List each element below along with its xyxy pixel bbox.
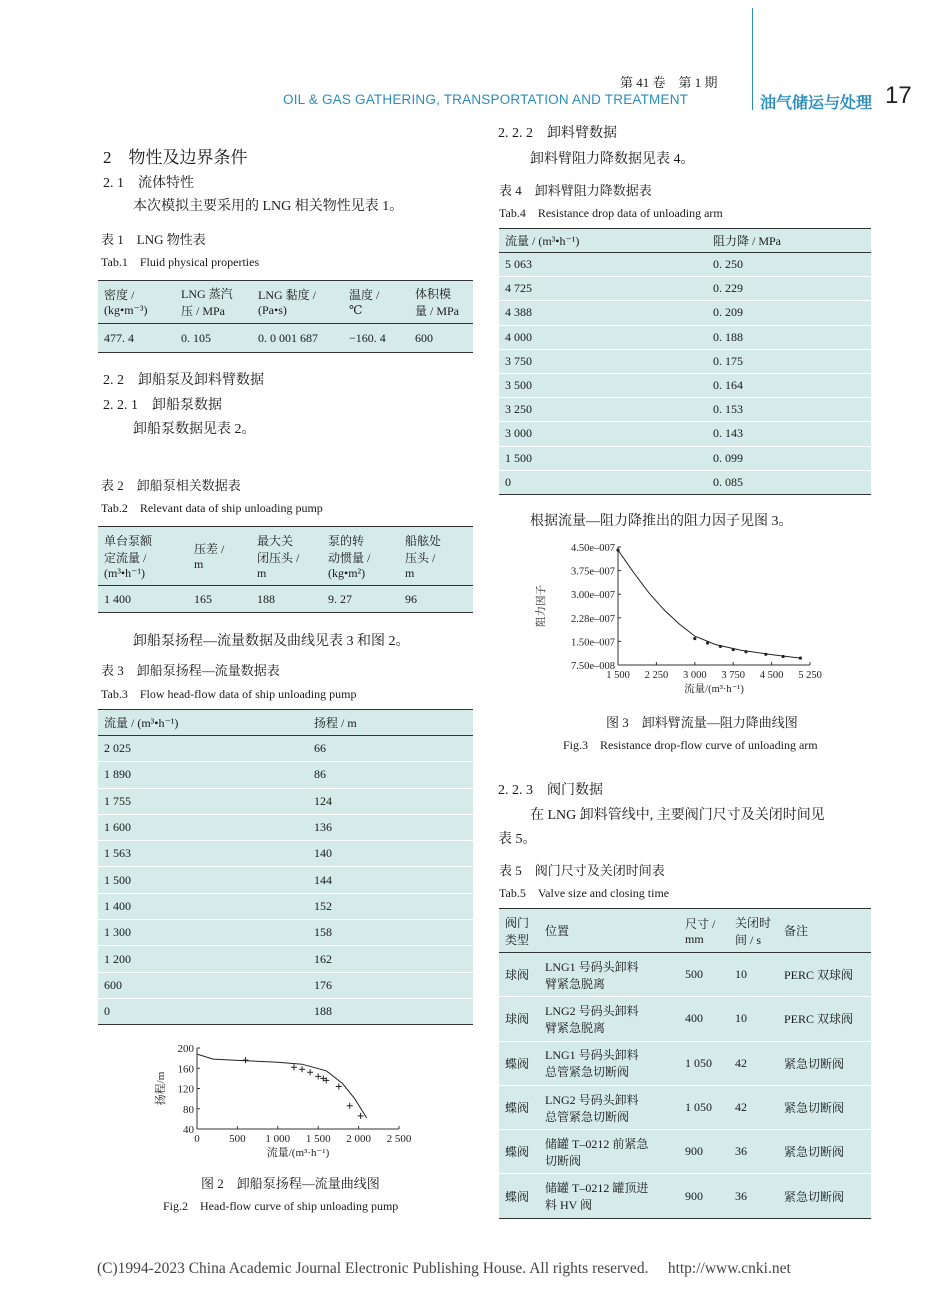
y-tick-label: 120 [177, 1083, 194, 1096]
table3-row [98, 814, 473, 840]
table3-cell: 600 [104, 977, 122, 992]
table4-row [499, 325, 871, 349]
table3-row [98, 788, 473, 814]
x-tick-label: 1 500 [606, 670, 630, 681]
table4-header-cell: 流量 / (m³•h⁻¹) [505, 234, 580, 248]
table5-header-cell [778, 909, 871, 953]
section-2-title: 2 物性及边界条件 [103, 148, 248, 167]
table5-row [499, 1041, 871, 1085]
table2-header [98, 527, 473, 586]
x-tick-label: 0 [194, 1133, 200, 1145]
table1-cell: 0. 105 [181, 330, 211, 345]
text-after-table4: 根据流量—阻力降推出的阻力因子见图 3。 [530, 514, 793, 529]
section-2-2-3-title: 2. 2. 3 阀门数据 [498, 783, 603, 798]
table-5 [499, 908, 871, 1219]
table5-cell-line: LNG2 号码头卸料 [545, 1003, 639, 1018]
table4-cell: 0. 175 [713, 353, 743, 368]
table4-row [499, 253, 871, 277]
data-point [358, 1113, 364, 1119]
y-tick-label: 2.28e–007 [570, 613, 615, 625]
table2-header-cell [188, 527, 251, 586]
table3-row [98, 946, 473, 972]
y-tick-label: 160 [177, 1063, 194, 1076]
table2-cell: 96 [405, 591, 417, 606]
table3-cell: 66 [314, 741, 326, 756]
table5-cell [729, 1085, 778, 1129]
table5-cell [778, 1041, 871, 1085]
table4-cell: 5 063 [505, 257, 532, 272]
figure-3-chart [520, 535, 850, 705]
table1-cell: 477. 4 [104, 330, 134, 345]
copyright-footer: (C)1994-2023 China Academic Journal Electronic Publishing House. All rights reserved. http://www.cnki.net [97, 1260, 791, 1277]
table1-caption-en: Tab.1 Fluid physical properties [101, 255, 260, 269]
table5-cell-line: 储罐 T–0212 前紧急 [545, 1136, 649, 1151]
table1-header-cell [252, 281, 343, 324]
table3-cell: 2 025 [104, 741, 131, 756]
data-point [347, 1103, 353, 1109]
table5-cell-line: 球阀 [505, 1012, 530, 1027]
table5-cell [729, 1041, 778, 1085]
y-tick-label: 80 [183, 1103, 194, 1116]
table5-cell [539, 1041, 679, 1085]
table5-cell-line: 1 050 [685, 1100, 712, 1115]
y-axis-label: 阻力因子 [536, 585, 547, 627]
table1-header-cell [409, 281, 473, 324]
table2-cell: 188 [257, 591, 275, 606]
table4-cell: 3 000 [505, 426, 532, 441]
table5-cell [729, 1130, 778, 1174]
table5-cell-line: 总管紧急切断阀 [545, 1065, 630, 1080]
x-axis-label: 流量/(m³·h⁻¹) [266, 1147, 330, 1159]
table5-cell [778, 1130, 871, 1174]
table2-header-cell [98, 527, 188, 586]
table3-cell: 86 [314, 767, 326, 782]
table3-header-cell: 扬程 / m [314, 716, 357, 730]
table1-cell: 600 [415, 330, 433, 345]
table5-header-cell-line: 类型 [505, 932, 530, 947]
table5-cell [499, 1130, 539, 1174]
table5-cell-line: 500 [685, 967, 703, 982]
table4-cell: 3 500 [505, 378, 532, 393]
table5-cell [778, 997, 871, 1041]
table3-cell: 188 [314, 1004, 332, 1019]
table2-header-cell-line: 船舷处 [405, 533, 442, 548]
figure3-caption-en: Fig.3 Resistance drop-flow curve of unloading arm [563, 738, 818, 752]
table5-header-cell-line: 备注 [784, 924, 809, 938]
table4-cell: 4 000 [505, 329, 532, 344]
table2-row [98, 586, 473, 613]
table1-header-cell [98, 281, 175, 324]
table5-cell [729, 953, 778, 997]
section-2-2-1-text: 卸船泵数据见表 2。 [133, 422, 256, 437]
table5-cell-line: 臂紧急脱离 [545, 1020, 606, 1035]
table5-cell-line: 蝶阀 [505, 1101, 530, 1116]
table4-cell: 0. 099 [713, 450, 743, 465]
table1-header-cell [343, 281, 409, 324]
table3-cell: 152 [314, 898, 332, 913]
table4-caption-en: Tab.4 Resistance drop data of unloading arm [499, 206, 723, 220]
table5-header-cell-line: 间 / s [735, 932, 762, 947]
table5-cell-line: 紧急切断阀 [784, 1145, 845, 1160]
table5-cell-line: 臂紧急脱离 [545, 976, 606, 991]
table4-cell: 0 [505, 474, 511, 489]
table4-header [499, 229, 871, 253]
table5-cell-line: 900 [685, 1144, 703, 1159]
table1-header-cell [175, 281, 252, 324]
table5-cell-line: 蝶阀 [505, 1056, 530, 1071]
page-number: 17 [885, 82, 912, 109]
table5-cell-line: 36 [735, 1188, 747, 1203]
x-axis-label: 流量/(m³·h⁻¹) [684, 684, 744, 695]
table5-cell-line: PERC 双球阀 [784, 968, 854, 983]
x-tick-label: 2 250 [644, 670, 669, 681]
table4-row [499, 398, 871, 422]
table5-cell-line: LNG1 号码头卸料 [545, 959, 639, 974]
table5-cell-line: PERC 双球阀 [784, 1012, 854, 1027]
table2-header-cell-line: 定流量 / [104, 550, 147, 565]
table5-row [499, 953, 871, 997]
x-tick-label: 3 750 [721, 670, 746, 681]
data-point [307, 1069, 313, 1075]
table5-header-cell-line: 位置 [545, 924, 570, 938]
table3-cell: 1 500 [104, 872, 131, 887]
table2-header-cell-line: m [257, 565, 267, 580]
table2-header-cell-line: 最大关 [257, 533, 294, 548]
section-2-1-title: 2. 1 流体特性 [103, 176, 194, 191]
table2-cell: 9. 27 [328, 591, 352, 606]
table3-header-cell: 流量 / (m³•h⁻¹) [104, 716, 179, 730]
y-tick-label: 7.50e–008 [570, 661, 615, 672]
data-point [242, 1057, 248, 1063]
table5-row [499, 1174, 871, 1218]
table1-header-cell-line: LNG 蒸汽 [181, 287, 233, 301]
table4-header-cell: 阻力降 / MPa [713, 234, 782, 248]
table5-header-cell-line: mm [685, 931, 704, 946]
table5-cell-line: 紧急切断阀 [784, 1189, 845, 1204]
table4-cell: 0. 085 [713, 474, 743, 489]
table5-cell-line: 900 [685, 1188, 703, 1203]
figure3-caption: 图 3 卸料臂流量—阻力降曲线图 [606, 715, 798, 730]
table4-row [499, 422, 871, 446]
y-tick-label: 3.00e–007 [570, 590, 615, 602]
table3-cell: 0 [104, 1004, 110, 1019]
table2-header-cell-line: m [405, 565, 415, 580]
table2-cell: 165 [194, 591, 212, 606]
table5-row [499, 1130, 871, 1174]
y-tick-label: 200 [177, 1043, 194, 1055]
table3-caption-en: Tab.3 Flow head-flow data of ship unloading pump [101, 687, 357, 701]
table1-header-cell-line: 量 / MPa [415, 304, 460, 318]
table2-caption-en: Tab.2 Relevant data of ship unloading pump [101, 501, 323, 515]
table5-cell [539, 997, 679, 1041]
table5-cell-line: LNG2 号码头卸料 [545, 1092, 639, 1107]
table-3 [98, 709, 473, 1025]
table5-cell-line: 紧急切断阀 [784, 1101, 845, 1116]
section-2-2-2-title: 2. 2. 2 卸料臂数据 [498, 126, 617, 141]
table5-header-cell-line: 尺寸 / [685, 916, 716, 931]
table3-cell: 1 600 [104, 820, 131, 835]
table4-cell: 0. 143 [713, 426, 743, 441]
table3-row [98, 972, 473, 998]
table2-header-cell [399, 527, 473, 586]
data-point [706, 641, 709, 644]
data-point [616, 549, 619, 552]
table5-cell [679, 1174, 729, 1218]
table1-header [98, 281, 473, 324]
table5-cell [539, 1174, 679, 1218]
table-2 [98, 526, 473, 613]
table2-caption: 表 2 卸船泵相关数据表 [101, 478, 241, 493]
table5-cell-line: 10 [735, 1011, 747, 1026]
table5-cell [679, 1085, 729, 1129]
table1-header-cell-line: LNG 黏度 / [258, 288, 316, 302]
table3-cell: 1 755 [104, 793, 131, 808]
y-tick-label: 1.50e–007 [570, 637, 615, 649]
text-after-table2: 卸船泵扬程—流量数据及曲线见表 3 和图 2。 [133, 634, 410, 649]
table4-cell: 1 500 [505, 450, 532, 465]
table5-cell [729, 997, 778, 1041]
x-tick-label: 4 500 [759, 670, 784, 681]
table5-header-cell-line: 关闭时 [735, 915, 772, 930]
x-tick-label: 3 000 [682, 670, 707, 681]
table4-row [499, 349, 871, 373]
table5-header-cell [539, 909, 679, 953]
table3-cell: 158 [314, 925, 332, 940]
table1-header-cell-line: 体积模 [415, 287, 452, 301]
data-point [336, 1083, 342, 1089]
table5-header-cell [499, 909, 539, 953]
x-tick-label: 1 000 [265, 1133, 291, 1145]
x-tick-label: 1 500 [305, 1133, 331, 1145]
table2-header-cell-line: 压差 / [194, 542, 225, 556]
y-axis-label: 扬程/m [155, 1071, 167, 1106]
table3-header [98, 710, 473, 736]
table5-cell-line: 42 [735, 1055, 747, 1070]
table5-cell [679, 997, 729, 1041]
table4-cell: 4 725 [505, 281, 532, 296]
section-2-2-3-text-line1: 在 LNG 卸料管线中, 主要阀门尺寸及关闭时间见 [530, 808, 825, 823]
journal-name-en: OIL & GAS GATHERING, TRANSPORTATION AND TREATMENT [283, 92, 689, 107]
data-point [782, 655, 785, 658]
table5-cell-line: 42 [735, 1100, 747, 1115]
table4-cell: 0. 153 [713, 402, 743, 417]
table5-row [499, 1085, 871, 1129]
table5-cell [679, 1041, 729, 1085]
table2-header-cell [251, 527, 322, 586]
series-line [618, 550, 800, 658]
table2-header-cell-line: 压头 / [405, 550, 436, 565]
table5-cell [679, 1130, 729, 1174]
table2-header-cell-line: 动惯量 / [328, 550, 371, 565]
table1-header-cell-line: ℃ [349, 303, 363, 317]
table2-header-cell-line: m [194, 557, 204, 571]
header-divider [752, 8, 753, 110]
journal-name-cn: 油气储运与处理 [760, 93, 873, 112]
table5-cell [539, 1085, 679, 1129]
figure2-caption: 图 2 卸船泵扬程—流量曲线图 [201, 1176, 380, 1191]
table3-row [98, 762, 473, 788]
table4-row [499, 373, 871, 397]
volume-issue: 第 41 卷 第 1 期 [620, 75, 718, 90]
table4-cell: 4 388 [505, 305, 532, 320]
table2-header-cell-line: 单台泵额 [104, 533, 153, 548]
table5-cell [539, 953, 679, 997]
table4-cell: 0. 209 [713, 305, 743, 320]
x-tick-label: 5 250 [798, 670, 822, 681]
table3-cell: 1 200 [104, 951, 131, 966]
table1-header-cell-line: (kg•m⁻³) [104, 303, 148, 317]
table3-cell: 1 300 [104, 925, 131, 940]
table5-cell [778, 953, 871, 997]
table5-cell [729, 1174, 778, 1218]
table3-row [98, 998, 473, 1024]
table3-cell: 1 890 [104, 767, 131, 782]
table4-row [499, 277, 871, 301]
table5-cell [499, 1174, 539, 1218]
x-tick-label: 2 500 [386, 1133, 412, 1145]
table5-cell-line: 蝶阀 [505, 1189, 530, 1204]
table3-caption: 表 3 卸船泵扬程—流量数据表 [101, 663, 280, 678]
data-point [299, 1066, 305, 1072]
section-2-1-text: 本次模拟主要采用的 LNG 相关物性见表 1。 [133, 199, 404, 214]
table5-header [499, 909, 871, 953]
table2-header-cell-line: 泵的转 [328, 533, 365, 548]
x-tick-label: 2 000 [346, 1133, 371, 1145]
table5-header-cell-line: 阀门 [505, 915, 530, 930]
table2-cell: 1 400 [104, 591, 131, 606]
table3-row [98, 867, 473, 893]
table-4 [499, 228, 871, 495]
table5-row [499, 997, 871, 1041]
table5-cell-line: 紧急切断阀 [784, 1056, 845, 1071]
table3-cell: 144 [314, 872, 332, 887]
section-2-2-2-text: 卸料臂阻力降数据见表 4。 [530, 152, 695, 167]
table5-header-cell [679, 909, 729, 953]
table4-row [499, 301, 871, 325]
table-1 [98, 280, 473, 353]
table5-cell-line: LNG1 号码头卸料 [545, 1048, 639, 1063]
x-tick-label: 500 [229, 1133, 246, 1145]
table5-caption-en: Tab.5 Valve size and closing time [499, 886, 670, 900]
table4-cell: 0. 164 [713, 378, 743, 393]
table3-cell: 176 [314, 977, 332, 992]
section-2-2-title: 2. 2 卸船泵及卸料臂数据 [103, 373, 264, 388]
table5-cell-line: 10 [735, 967, 747, 982]
table3-cell: 124 [314, 793, 332, 808]
table5-cell [499, 953, 539, 997]
table4-row [499, 446, 871, 470]
figure-2-chart [150, 1040, 430, 1160]
table1-caption: 表 1 LNG 物性表 [101, 232, 206, 247]
table5-cell-line: 料 HV 阀 [545, 1198, 593, 1213]
y-tick-label: 3.75e–007 [570, 566, 615, 578]
table5-cell-line: 球阀 [505, 968, 530, 983]
table1-header-cell-line: 压 / MPa [181, 304, 226, 318]
table4-cell: 3 250 [505, 402, 532, 417]
table5-cell [778, 1174, 871, 1218]
table4-cell: 0. 250 [713, 257, 743, 272]
table3-row [98, 841, 473, 867]
table5-cell-line: 36 [735, 1144, 747, 1159]
table1-header-cell-line: 温度 / [349, 288, 380, 302]
table5-cell-line: 400 [685, 1011, 703, 1026]
y-tick-label: 4.50e–007 [570, 543, 615, 554]
table4-row [499, 470, 871, 494]
table2-header-cell-line: (m³•h⁻¹) [104, 565, 146, 580]
table5-cell-line: 切断阀 [545, 1153, 582, 1168]
table1-header-cell-line: 密度 / [104, 288, 135, 302]
table5-cell [499, 1085, 539, 1129]
table3-row [98, 893, 473, 919]
table1-cell: −160. 4 [349, 330, 386, 345]
table4-cell: 0. 188 [713, 329, 743, 344]
table1-row [98, 324, 473, 353]
data-point [291, 1064, 297, 1070]
figure2-caption-en: Fig.2 Head-flow curve of ship unloading pump [163, 1199, 399, 1213]
table5-cell [499, 1041, 539, 1085]
table2-header-cell-line: (kg•m²) [328, 565, 366, 580]
y-tick-label: 40 [183, 1124, 194, 1136]
data-point [799, 656, 802, 659]
table5-cell [778, 1085, 871, 1129]
section-2-2-3-text-line2: 表 5。 [498, 832, 537, 847]
table5-cell-line: 总管紧急切断阀 [545, 1109, 630, 1124]
table3-cell: 140 [314, 846, 332, 861]
table3-cell: 162 [314, 951, 332, 966]
table5-cell-line: 储罐 T–0212 罐顶进 [545, 1181, 649, 1196]
table5-cell [679, 953, 729, 997]
data-point [732, 648, 735, 651]
table5-caption: 表 5 阀门尺寸及关闭时间表 [499, 863, 665, 878]
table4-cell: 0. 229 [713, 281, 743, 296]
table3-row [98, 920, 473, 946]
table5-header-cell [729, 909, 778, 953]
table5-cell [499, 997, 539, 1041]
table3-row [98, 736, 473, 762]
table1-header-cell-line: (Pa•s) [258, 303, 287, 317]
table4-cell: 3 750 [505, 353, 532, 368]
table2-header-cell-line: 闭压头 / [257, 550, 300, 565]
table2-header-cell [322, 527, 399, 586]
data-point [744, 650, 747, 653]
table5-cell-line: 蝶阀 [505, 1145, 530, 1160]
data-point [693, 637, 696, 640]
table5-cell [539, 1130, 679, 1174]
table5-cell-line: 1 050 [685, 1055, 712, 1070]
table4-caption: 表 4 卸料臂阻力降数据表 [499, 183, 652, 198]
table3-cell: 136 [314, 820, 332, 835]
data-point [719, 645, 722, 648]
section-2-2-1-title: 2. 2. 1 卸船泵数据 [103, 398, 222, 413]
table3-cell: 1 400 [104, 898, 131, 913]
table3-cell: 1 563 [104, 846, 131, 861]
table1-cell: 0. 0 001 687 [258, 330, 318, 345]
data-point [764, 653, 767, 656]
